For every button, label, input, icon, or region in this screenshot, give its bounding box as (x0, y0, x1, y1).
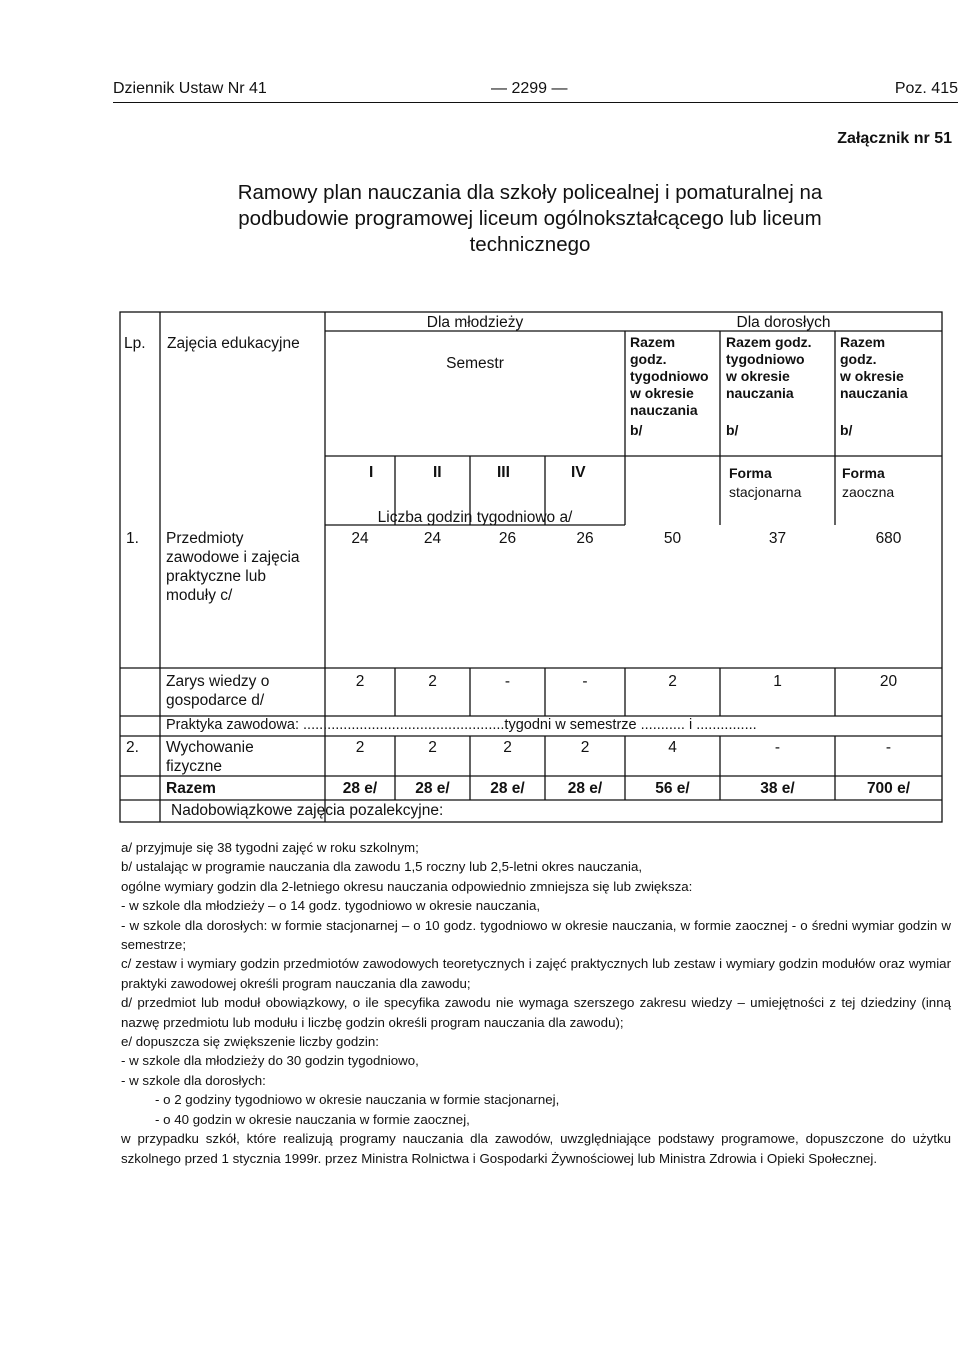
row1-stac: 37 (768, 530, 787, 547)
razem-stac: 38 e/ (760, 780, 795, 797)
header-lp: Lp. (124, 335, 146, 352)
row1-sem2: 24 (423, 530, 442, 547)
title-line: podbudowie programowej liceum ogólnokształcącego lub liceum (238, 207, 822, 230)
header-razem-line: nauczania (630, 402, 698, 418)
header-razem-line: w okresie (630, 385, 694, 401)
row1-name-line: zawodowe i zajęcia (166, 549, 300, 566)
zarys-sem2: 2 (428, 673, 437, 690)
header-razem-stacjonarna (726, 334, 812, 439)
journal-name: Dziennik Ustaw Nr 41 (113, 80, 267, 97)
zarys-razem: 2 (668, 673, 677, 690)
row2-sem1: 2 (355, 739, 365, 756)
page-number: — 2299 — (491, 80, 568, 97)
forma-line: zaoczna (842, 484, 895, 500)
liczba-godzin: Liczba godzin tygodniowo a/ (377, 509, 573, 526)
header-razem-line: Razem (840, 334, 886, 350)
row2-name (166, 738, 254, 776)
page-header (113, 80, 958, 103)
header-razem-line: b/ (726, 422, 739, 438)
forma-line: Forma (842, 465, 885, 481)
row2-razem: 4 (668, 739, 677, 756)
row1-sem3: 26 (498, 530, 517, 547)
praktyka-row: Praktyka zawodowa: ..................................................tygodni w semestrze ........... i ............... (166, 717, 757, 733)
row1-name (166, 529, 300, 605)
header-semestr: Semestr (446, 355, 504, 372)
row2-name-line: Wychowanie (166, 739, 254, 756)
title-line: technicznego (469, 233, 591, 256)
zarys-name-line: Zarys wiedzy o (166, 673, 270, 690)
forma-line: stacjonarna (729, 484, 802, 500)
zarys-zaoc: 20 (879, 673, 898, 690)
footnote: - w szkole dla młodzieży do 30 godzin tygodniowo, (121, 1053, 419, 1069)
position-number: Poz. 415 (894, 80, 958, 97)
footnote: - o 40 godzin w okresie nauczania w formie zaocznej, (155, 1111, 470, 1127)
header-razem-line: Razem godz. (726, 334, 812, 350)
header-doroslych: Dla dorosłych (736, 314, 831, 331)
row1-zaoc: 680 (875, 530, 902, 547)
zarys-name-line: gospodarce d/ (166, 692, 265, 709)
header-razem-line: nauczania (840, 385, 908, 401)
semester-1: I (369, 464, 374, 481)
header-razem-line: nauczania (726, 385, 794, 401)
razem-sem1: 28 e/ (342, 780, 378, 797)
forma-stacjonarna (729, 464, 801, 502)
header-razem-line: tygodniowo (630, 368, 709, 384)
footnote: - w szkole dla dorosłych: (121, 1072, 266, 1088)
annex-label: Załącznik nr 51 (837, 130, 952, 147)
header-razem-zaoczna (840, 334, 908, 439)
header-razem-line: w okresie (726, 368, 790, 384)
row2-sem3: 2 (503, 739, 512, 756)
row2-stac: - (774, 739, 781, 756)
zarys-name (166, 672, 269, 710)
zarys-sem1: 2 (355, 673, 365, 690)
title-line: Ramowy plan nauczania dla szkoły policealnej i pomaturalnej na (237, 181, 823, 204)
forma-zaoczna (842, 464, 894, 502)
row1-lp: 1. (126, 530, 139, 547)
semester-2: II (433, 464, 442, 481)
row2-sem2: 2 (428, 739, 437, 756)
header-razem-line: tygodniowo (726, 351, 805, 367)
razem-total: 56 e/ (655, 780, 690, 797)
footnote: b/ ustalając w programie nauczania dla zawodu 1,5 roczny lub 2,5-letni okres nauczania, (121, 859, 643, 875)
row2-sem4: 2 (580, 739, 590, 756)
razem-sem4: 28 e/ (567, 780, 603, 797)
header-razem-youth (630, 334, 709, 439)
row2-lp: 2. (126, 739, 139, 756)
razem-sem3: 28 e/ (490, 780, 525, 797)
footnote: d/ przedmiot lub moduł obowiązkowy, o ile specyfika zawodu nie wymaga szerszego zakresu wiedzy – umiejętności z tej dziedziny (inną nazwę przedmiotu lub modułu i liczbę godzin określi program nauczania dla zawodu); (121, 995, 951, 1030)
footnote: - o 2 godziny tygodniowo w okresie nauczania w formie stacjonarnej, (155, 1092, 560, 1108)
header-razem-line: godz. (840, 351, 877, 367)
razem-sem2: 28 e/ (415, 780, 450, 797)
footnote: a/ przyjmuje się 38 tygodni zajęć w roku szkolnym; (121, 840, 419, 855)
razem-label: Razem (166, 780, 216, 797)
footnote: ogólne wymiary godzin dla 2-letniego okresu nauczania odpowiednio zmniejsza się lub zwiększa: (121, 878, 693, 894)
footnote: w przypadku szkół, które realizują programy nauczania dla zawodów, uwzględniające podstawy programowe, dopuszczone do użytku szkolnego przed 1 stycznia 1999r. przez Ministra Rolnictwa i Gospodarki Żywnościowej lub Ministra Zdrowia i Opieki Społecznej. (121, 1131, 951, 1166)
zarys-stac: 1 (773, 673, 782, 690)
header-razem-line: b/ (630, 422, 643, 438)
razem-zaoc: 700 e/ (866, 780, 911, 797)
forma-line: Forma (729, 465, 772, 481)
row1-razem: 50 (663, 530, 682, 547)
semester-4: IV (571, 464, 586, 481)
nadobowiazkowe: Nadobowiązkowe zajęcia pozalekcyjne: (171, 802, 444, 819)
header-razem-line: Razem (630, 334, 676, 350)
row1-name-line: Przedmioty (166, 530, 244, 547)
footnote: e/ dopuszcza się zwiększenie liczby godzin: (121, 1034, 379, 1050)
row2-name-line: fizyczne (166, 758, 222, 775)
header-razem-line: godz. (630, 351, 667, 367)
zarys-sem4: - (582, 673, 588, 690)
zarys-sem3: - (504, 673, 511, 690)
footnote: c/ zestaw i wymiary godzin przedmiotów zawodowych teoretycznych i zajęć praktycznych lub zestaw i wymiary godzin modułów oraz wymiar praktyki zawodowej określi program nauczania dla zawodu; (121, 956, 951, 991)
footnote: - w szkole dla dorosłych: w formie stacjonarnej – o 10 godz. tygodniowo w okresie nauczania, w formie zaocznej - o średni wymiar godzin w semestrze; (121, 917, 951, 953)
row1-name-line: praktyczne lub (166, 568, 266, 585)
row1-sem4: 26 (576, 530, 594, 547)
row1-name-line: moduły c/ (166, 587, 233, 604)
header-zajecia: Zajęcia edukacyjne (167, 335, 300, 352)
document-title (140, 180, 920, 258)
row1-sem1: 24 (351, 530, 369, 547)
footnotes (121, 838, 951, 1168)
semester-3: III (497, 464, 510, 481)
header-mlodziezy: Dla młodzieży (426, 314, 524, 331)
header-razem-line: b/ (840, 422, 853, 438)
header-razem-line: w okresie (840, 368, 904, 384)
footnote: - w szkole dla młodzieży – o 14 godz. tygodniowo w okresie nauczania, (121, 898, 541, 914)
row2-zaoc: - (885, 739, 892, 756)
